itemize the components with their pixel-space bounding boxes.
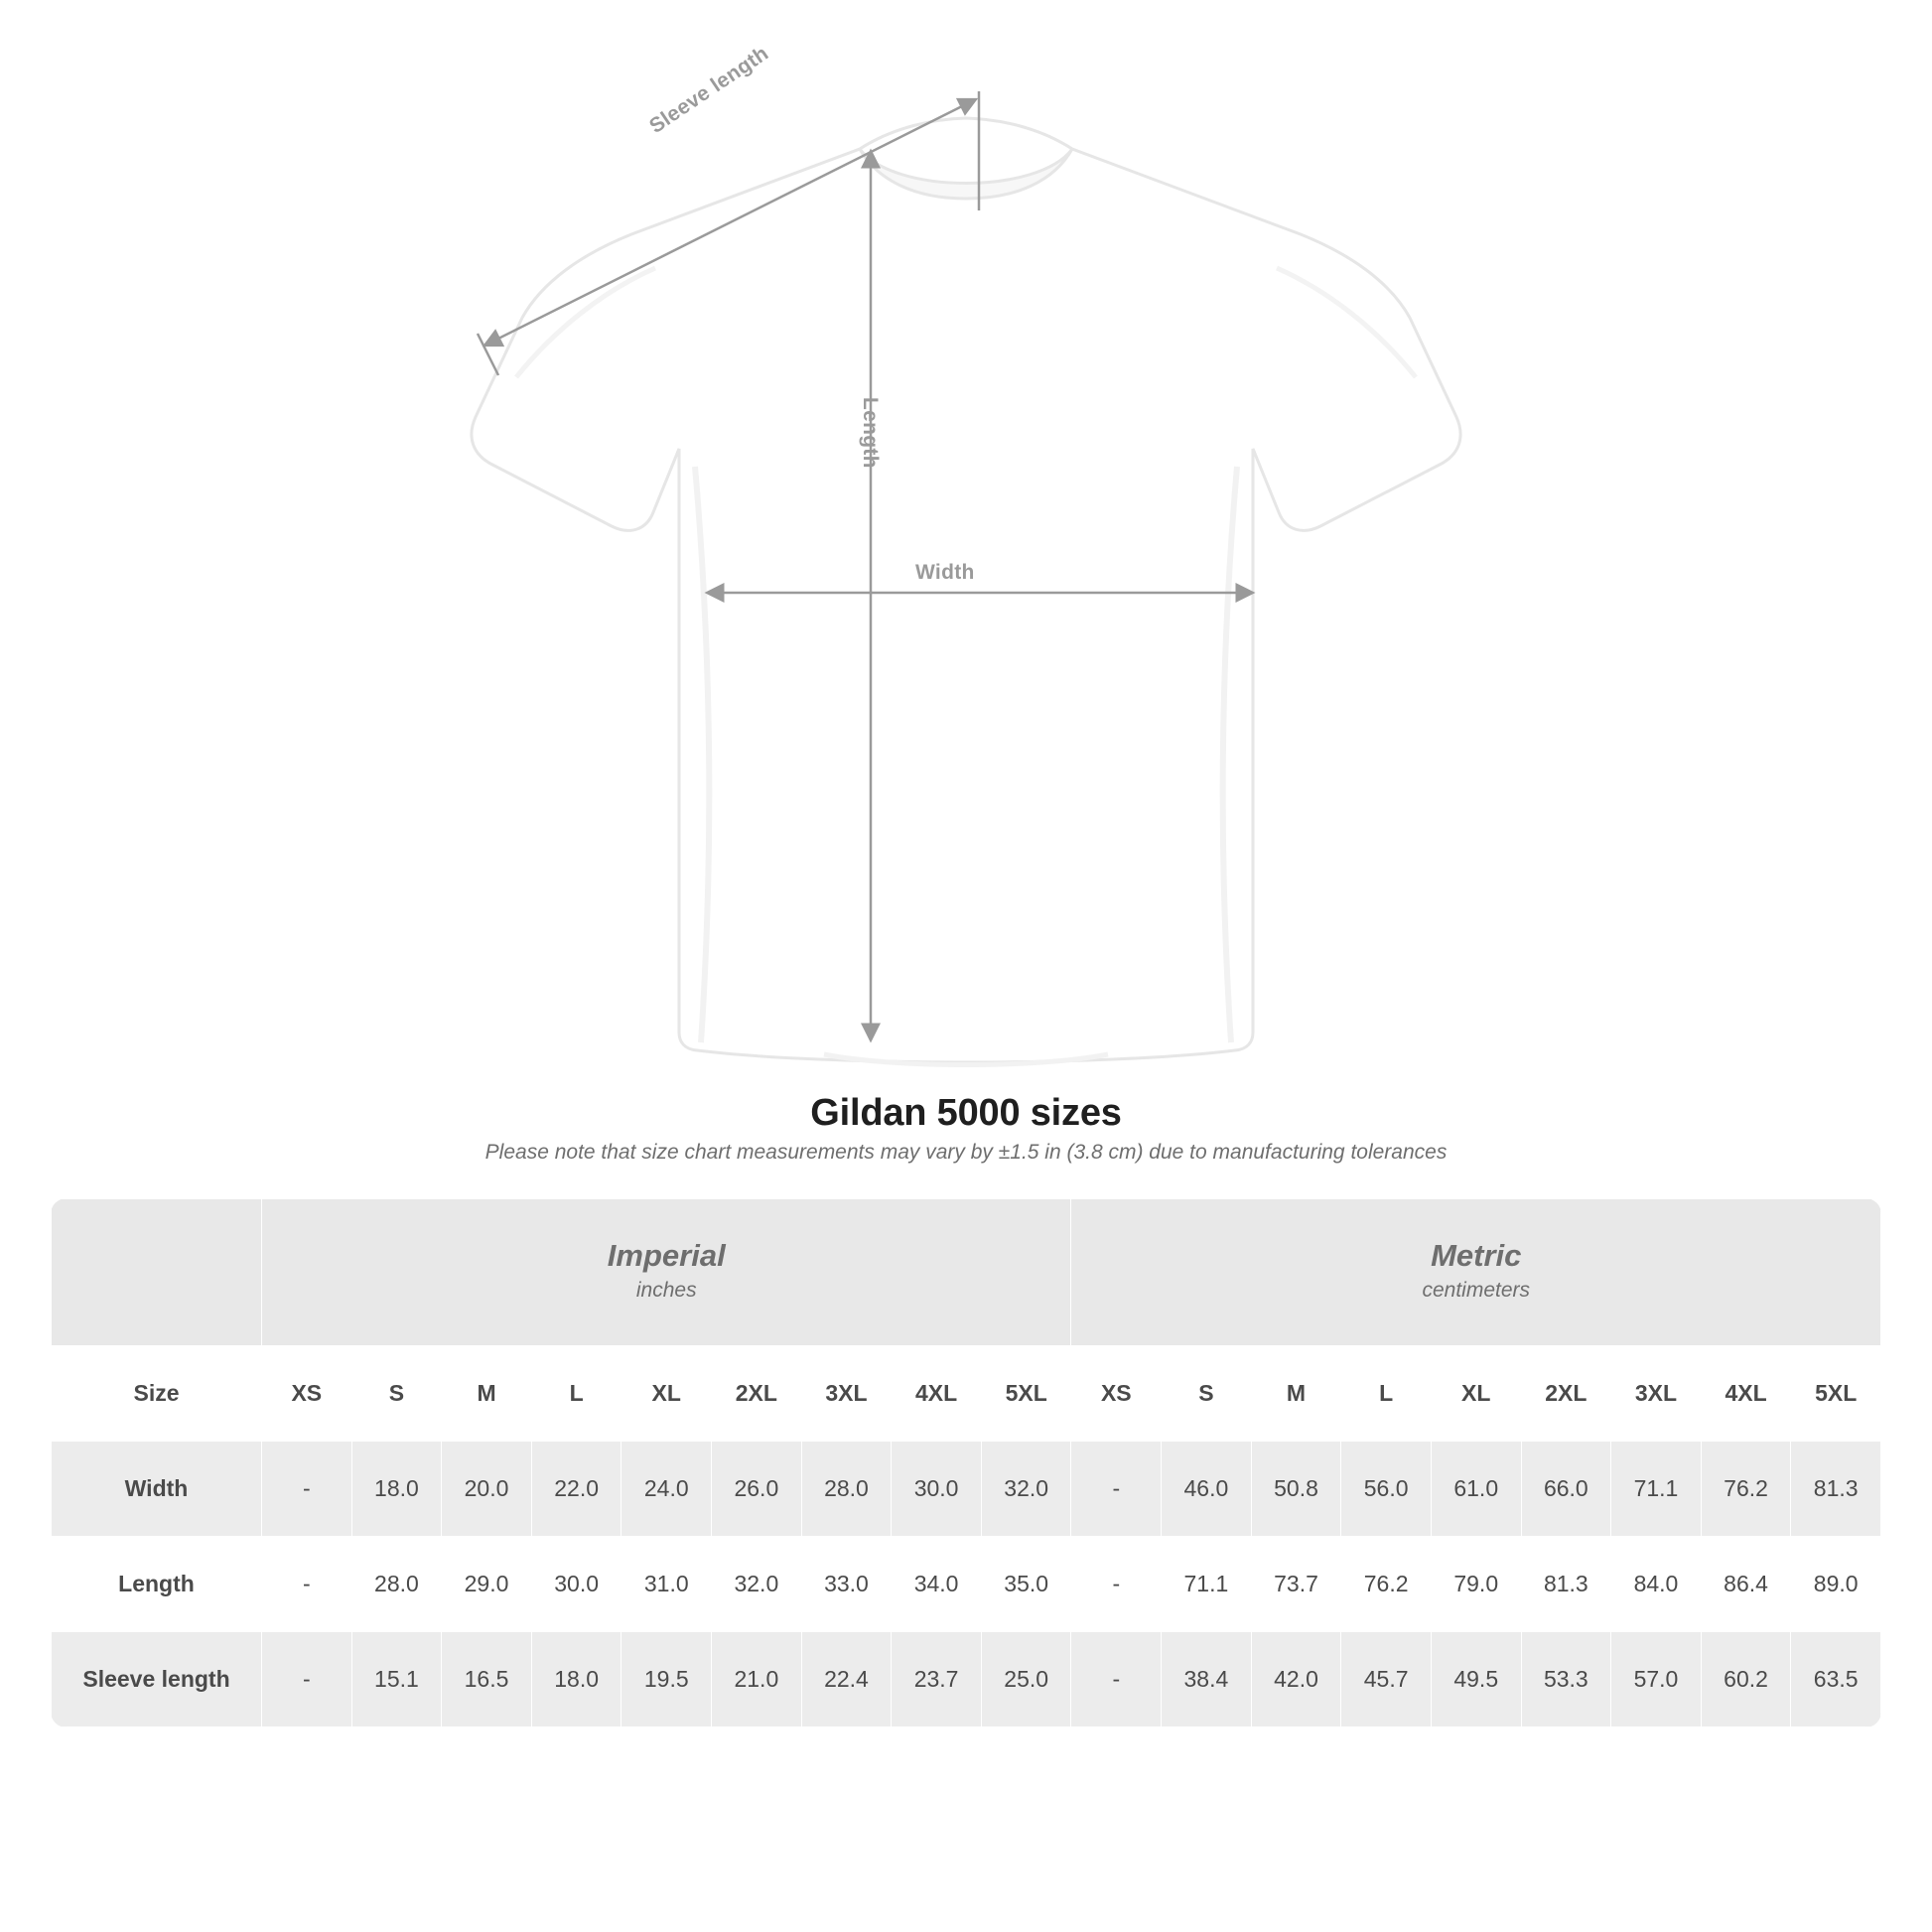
size-column-header: M	[442, 1346, 532, 1442]
measurement-value: 25.0	[981, 1632, 1071, 1727]
measurement-value: 42.0	[1251, 1632, 1341, 1727]
measurement-value: -	[1071, 1442, 1162, 1537]
measurement-value: -	[262, 1442, 352, 1537]
measurement-value: 53.3	[1521, 1632, 1611, 1727]
measurement-value: 50.8	[1251, 1442, 1341, 1537]
width-label: Width	[915, 561, 975, 584]
measurement-value: 46.0	[1162, 1442, 1252, 1537]
size-chart-table-wrapper	[51, 1198, 1881, 1727]
measurement-value: 19.5	[621, 1632, 712, 1727]
measurement-value: 76.2	[1341, 1537, 1432, 1632]
size-column-header: XS	[1071, 1346, 1162, 1442]
table-row	[52, 1442, 1881, 1537]
measurement-value: 30.0	[892, 1442, 982, 1537]
measurement-value: -	[1071, 1632, 1162, 1727]
size-column-header: 2XL	[1521, 1346, 1611, 1442]
size-column-header: L	[531, 1346, 621, 1442]
measurement-value: 22.4	[801, 1632, 892, 1727]
measurement-value: 76.2	[1701, 1442, 1791, 1537]
measurement-value: 32.0	[981, 1442, 1071, 1537]
unit-group-metric-name: Metric	[1431, 1237, 1522, 1273]
measurement-value: 20.0	[442, 1442, 532, 1537]
measurement-row-label: Width	[52, 1442, 262, 1537]
unit-group-metric-sub: centimeters	[1422, 1278, 1531, 1302]
size-column-header: 5XL	[981, 1346, 1071, 1442]
tolerance-note: Please note that size chart measurements may vary by ±1.5 in (3.8 cm) due to manufacturing tolerances	[484, 1141, 1448, 1164]
size-chart-table	[51, 1198, 1881, 1727]
size-column-header: 3XL	[1611, 1346, 1702, 1442]
size-column-header: S	[351, 1346, 442, 1442]
measurement-value: 63.5	[1791, 1632, 1881, 1727]
measurement-value: 79.0	[1431, 1537, 1521, 1632]
table-corner	[52, 1199, 262, 1346]
length-label: Length	[859, 397, 882, 469]
measurement-value: 35.0	[981, 1537, 1071, 1632]
measurement-value: 28.0	[351, 1537, 442, 1632]
measurement-value: 61.0	[1431, 1442, 1521, 1537]
size-column-header: XL	[1431, 1346, 1521, 1442]
sleeve-length-label: Sleeve length	[645, 42, 773, 139]
measurement-value: 81.3	[1791, 1442, 1881, 1537]
unit-group-imperial-name: Imperial	[607, 1237, 726, 1273]
table-row	[52, 1537, 1881, 1632]
measurement-value: 60.2	[1701, 1632, 1791, 1727]
measurement-value: 45.7	[1341, 1632, 1432, 1727]
size-column-header: XL	[621, 1346, 712, 1442]
measurement-row-label: Length	[52, 1537, 262, 1632]
measurement-value: 15.1	[351, 1632, 442, 1727]
size-header-row	[52, 1346, 1881, 1442]
size-column-header: S	[1162, 1346, 1252, 1442]
unit-group-metric	[1071, 1199, 1881, 1346]
measurement-value: 71.1	[1611, 1442, 1702, 1537]
measurement-value: 18.0	[531, 1632, 621, 1727]
measurement-value: 34.0	[892, 1537, 982, 1632]
unit-group-row	[52, 1199, 1881, 1346]
size-column-header: M	[1251, 1346, 1341, 1442]
size-column-header: L	[1341, 1346, 1432, 1442]
size-column-header: 2XL	[712, 1346, 802, 1442]
measurement-value: 49.5	[1431, 1632, 1521, 1727]
measurement-value: 31.0	[621, 1537, 712, 1632]
measurement-value: 56.0	[1341, 1442, 1432, 1537]
table-row	[52, 1632, 1881, 1727]
measurement-value: -	[262, 1537, 352, 1632]
measurement-value: 30.0	[531, 1537, 621, 1632]
size-column-header: 4XL	[892, 1346, 982, 1442]
measurement-value: 73.7	[1251, 1537, 1341, 1632]
measurement-value: 24.0	[621, 1442, 712, 1537]
measurement-value: 71.1	[1162, 1537, 1252, 1632]
measurement-value: -	[1071, 1537, 1162, 1632]
measurement-value: 23.7	[892, 1632, 982, 1727]
measurement-value: 84.0	[1611, 1537, 1702, 1632]
measurement-value: 28.0	[801, 1442, 892, 1537]
measurement-value: 33.0	[801, 1537, 892, 1632]
measurement-value: 81.3	[1521, 1537, 1611, 1632]
measurement-value: 29.0	[442, 1537, 532, 1632]
measurement-value: 18.0	[351, 1442, 442, 1537]
size-column-header: 5XL	[1791, 1346, 1881, 1442]
measurement-value: 89.0	[1791, 1537, 1881, 1632]
measurement-value: 22.0	[531, 1442, 621, 1537]
unit-group-imperial	[262, 1199, 1071, 1346]
measurement-value: 57.0	[1611, 1632, 1702, 1727]
measurement-value: 21.0	[712, 1632, 802, 1727]
measurement-value: 38.4	[1162, 1632, 1252, 1727]
measurement-row-label: Sleeve length	[52, 1632, 262, 1727]
measurement-value: 86.4	[1701, 1537, 1791, 1632]
size-column-header: 3XL	[801, 1346, 892, 1442]
unit-group-imperial-sub: inches	[635, 1278, 697, 1302]
measurement-value: 26.0	[712, 1442, 802, 1537]
measurement-value: -	[262, 1632, 352, 1727]
measurement-value: 16.5	[442, 1632, 532, 1727]
page-title: Gildan 5000 sizes	[810, 1092, 1122, 1134]
size-column-header: XS	[262, 1346, 352, 1442]
size-column-header: 4XL	[1701, 1346, 1791, 1442]
measurement-value: 32.0	[712, 1537, 802, 1632]
size-header-label: Size	[52, 1346, 262, 1442]
measurement-value: 66.0	[1521, 1442, 1611, 1537]
